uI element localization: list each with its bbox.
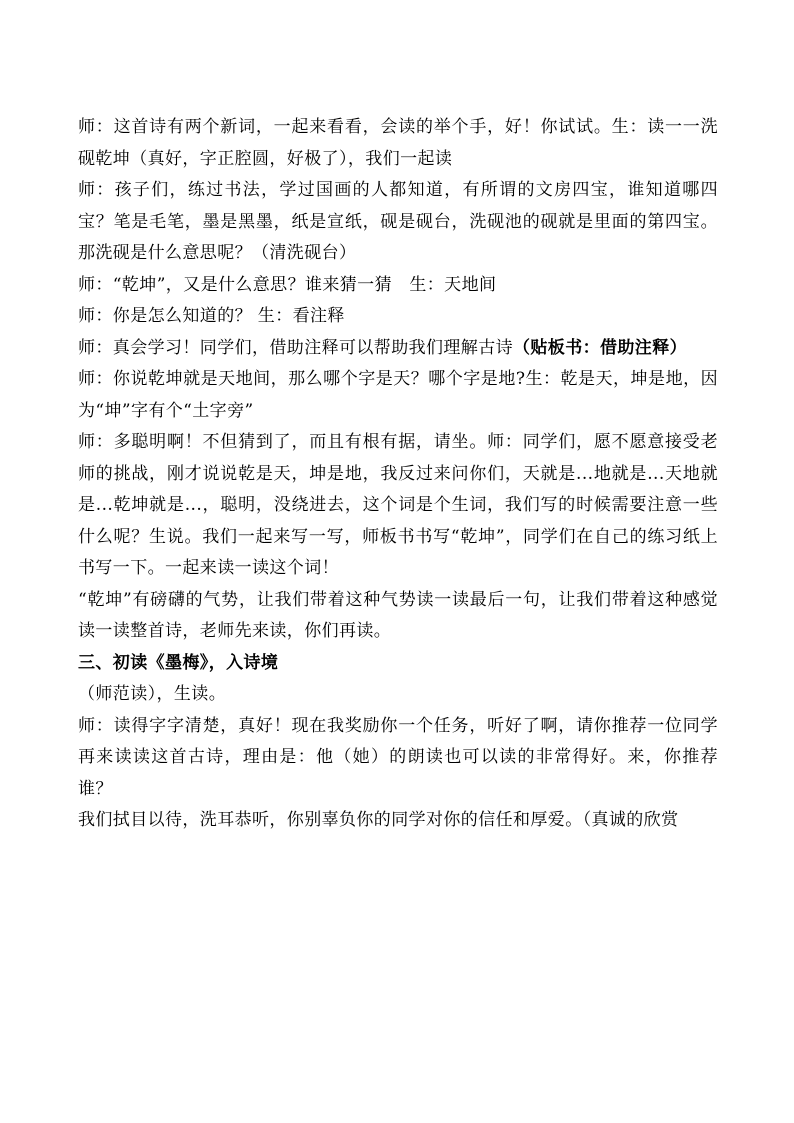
paragraph-6: 师：你说乾坤就是天地间，那么哪个字是天？哪个字是地?生：乾是天，坤是地，因为“坤”字有个“土字旁” xyxy=(78,369,718,421)
paragraph-2: 师：孩子们，练过书法，学过国画的人都知道，有所谓的文房四宝，谁知道哪四宝？笔是毛笔，墨是黑墨，纸是宣纸，砚是砚台，洗砚池的砚就是里面的第四宝。那洗砚是什么意思呢？（清洗砚台） xyxy=(78,180,718,263)
document-page xyxy=(78,112,718,837)
paragraph-10: 师：读得字字清楚，真好！现在我奖励你一个任务，听好了啊，请你推荐一位同学再来读读这首古诗，理由是：他（她）的朗读也可以读的非常得好。来，你推荐谁？ xyxy=(78,715,718,799)
paragraph-5 xyxy=(78,333,718,365)
paragraph-5-text: 师：真会学习！同学们，借助注释可以帮助我们理解古诗 xyxy=(78,337,513,358)
paragraph-3: 师：“乾坤”，又是什么意思？谁来猜一猜 生：天地间 xyxy=(78,274,497,295)
paragraph-4: 师：你是怎么知道的？ 生：看注释 xyxy=(78,306,345,326)
paragraph-8: “乾坤”有磅礴的气势，让我们带着这种气势读一读最后一句，让我们带着这种感觉读一读整首诗，老师先来读，你们再读。 xyxy=(78,589,718,641)
section-heading: 三、初读《墨梅》，入诗境 xyxy=(78,652,279,673)
paragraph-11: 我们拭目以待，洗耳恭听，你别辜负你的同学对你的信任和厚爱。（真诚的欣赏 xyxy=(78,810,679,830)
paragraph-1: 师：这首诗有两个新词，一起来看看，会读的举个手，好！你试试。生：读一一洗砚乾坤（真好，字正腔圆，好极了），我们一起读 xyxy=(78,117,718,169)
paragraph-5-bold-note: （贴板书：借助注释） xyxy=(513,337,687,358)
paragraph-9: （师范读），生读。 xyxy=(78,684,227,704)
paragraph-7: 师：多聪明啊！不但猜到了，而且有根有据，请坐。师：同学们，愿不愿意接受老师的挑战，刚才说说乾是天，坤是地，我反过来问你们，天就是...地就是...天地就是...乾坤就是...，聪明，没绕进去，这个词是个生词，我们写的时候需要注意一些什么呢？生说。我们一起来写一写，师板书书写“乾坤”，同学们在自己的练习纸上书写一下。一起来读一读这个词！ xyxy=(78,432,718,578)
